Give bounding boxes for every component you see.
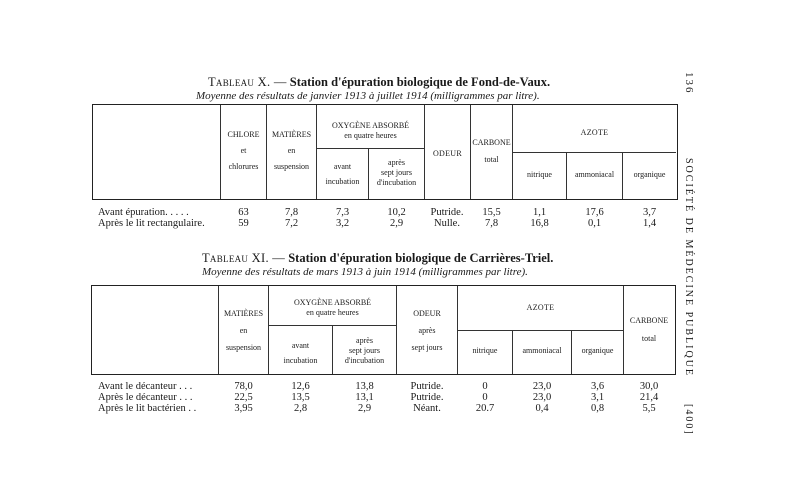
table11-cell: 2,8	[293, 403, 308, 414]
table10-row-label: Avant épuration. . . . .	[98, 207, 189, 218]
table11-subtitle: Moyenne des résultats de mars 1913 à juin 1914 (milligrammes par litre).	[202, 266, 528, 278]
table10-cell: 1,4	[642, 218, 657, 229]
table11-header-carbone: CARBONE total	[629, 316, 669, 343]
table11-cell: 23,0	[532, 381, 552, 392]
table10-cell: 7,8	[484, 218, 499, 229]
table11-cell: 22,5	[234, 392, 253, 403]
table11-cell: 0	[482, 381, 488, 392]
table11-row-label: Après le lit bactérien . .	[98, 403, 197, 414]
table10-header-organique: organique	[633, 170, 666, 179]
table10-cell: 7,8	[284, 207, 299, 218]
table11-cell: 0,8	[590, 403, 605, 414]
table10-header-carbone: CARBONE total	[472, 138, 511, 164]
table11-cell: 13,1	[355, 392, 374, 403]
table11-header-apres-incubation: après sept jours d'incubation	[344, 336, 385, 365]
table11-cell: 21,4	[639, 392, 659, 403]
table10-row-label: Après le lit rectangulaire.	[98, 218, 205, 229]
table10-cell: 3,2	[335, 218, 350, 229]
table11-cell: 23,0	[532, 392, 552, 403]
table11-title-text: Station d'épuration biologique de Carrières-Triel.	[288, 251, 554, 265]
running-head: SOCIÉTÉ DE MÉDECINE PUBLIQUE	[683, 158, 694, 378]
table10-subtitle: Moyenne des résultats de janvier 1913 à juillet 1914 (milligrammes par litre).	[196, 90, 540, 102]
table11-cell: 13,5	[291, 392, 310, 403]
margin-bottom-label: [400]	[683, 404, 694, 436]
table10-cell: 17,6	[585, 207, 604, 218]
table11-cell: 20.7	[475, 403, 495, 414]
table11-header-matieres: MATIÈRES en suspension	[223, 309, 264, 352]
table11-cell: 3,1	[590, 392, 605, 403]
table11-cell: Putride.	[410, 381, 444, 392]
table11-header-odeur: ODEUR après sept jours	[411, 309, 443, 352]
table10-cell: 1,1	[532, 207, 547, 218]
table11-cell: 12,6	[291, 381, 310, 392]
table10-header-azote: AZOTE	[580, 128, 609, 137]
table11-header-azote: AZOTE	[526, 303, 555, 312]
table10-cell: Nulle.	[434, 218, 460, 229]
table11-cell: 3,6	[590, 381, 605, 392]
table11-cell: 0,4	[535, 403, 549, 414]
table11-header-avant-incubation: avant incubation	[283, 341, 318, 365]
table10-header-apres-incubation: après sept jours d'incubation	[376, 158, 417, 187]
table11-cell: 2,9	[357, 403, 372, 414]
table11-cell: 3,95	[234, 403, 253, 414]
table10-cell: 0,1	[587, 218, 602, 229]
table10-header-chlore: CHLORE et chlorures	[227, 130, 260, 171]
table10-cell: Putride.	[430, 207, 464, 218]
table11-cell: 0	[482, 392, 488, 403]
table11-cell: Putride.	[410, 392, 444, 403]
table10-cell: 10,2	[387, 207, 406, 218]
table10-cell: 7,2	[284, 218, 299, 229]
table11-row-label: Avant le décanteur . . .	[98, 381, 193, 392]
table11-cell: Néant.	[413, 403, 441, 414]
table11-row-label: Après le décanteur . . .	[98, 392, 193, 403]
table10-header-matieres: MATIÈRES en suspension	[271, 130, 312, 171]
table11-header-organique: organique	[581, 346, 614, 355]
table10-header-oxygene: OXYGÈNE ABSORBÉ en quatre heures	[331, 121, 410, 140]
table10-cell: 59	[238, 218, 249, 229]
table11-header-oxygene: OXYGÈNE ABSORBÉ en quatre heures	[293, 298, 372, 317]
table11-header-ammoniacal: ammoniacal	[522, 346, 562, 355]
table10-cell: 16,8	[530, 218, 549, 229]
table10-cell: 7,3	[335, 207, 350, 218]
table10-cell: 2,9	[389, 218, 404, 229]
table11-cell: 78,0	[234, 381, 253, 392]
table11-header-nitrique: nitrique	[472, 346, 498, 355]
table10-tag: Tableau X. —	[208, 75, 287, 89]
table11-cell: 30,0	[639, 381, 659, 392]
table11-title	[202, 251, 553, 266]
table10-title	[208, 75, 550, 90]
table11-cell: 5,5	[642, 403, 656, 414]
table11-cell: 13,8	[355, 381, 374, 392]
table10-header-nitrique: nitrique	[527, 170, 552, 179]
table10-header-odeur: ODEUR	[432, 149, 463, 158]
table10-header-avant-incubation: avant incubation	[325, 162, 360, 186]
table10-title-text: Station d'épuration biologique de Fond-de-Vaux.	[289, 75, 551, 89]
table10-cell: 63	[238, 207, 249, 218]
table10-cell: 3,7	[642, 207, 657, 218]
table10-cell: 15,5	[482, 207, 501, 218]
table10-header-ammoniacal: ammoniacal	[574, 170, 615, 179]
page-number: 136	[683, 72, 695, 95]
table11-tag: Tableau XI. —	[202, 251, 286, 265]
